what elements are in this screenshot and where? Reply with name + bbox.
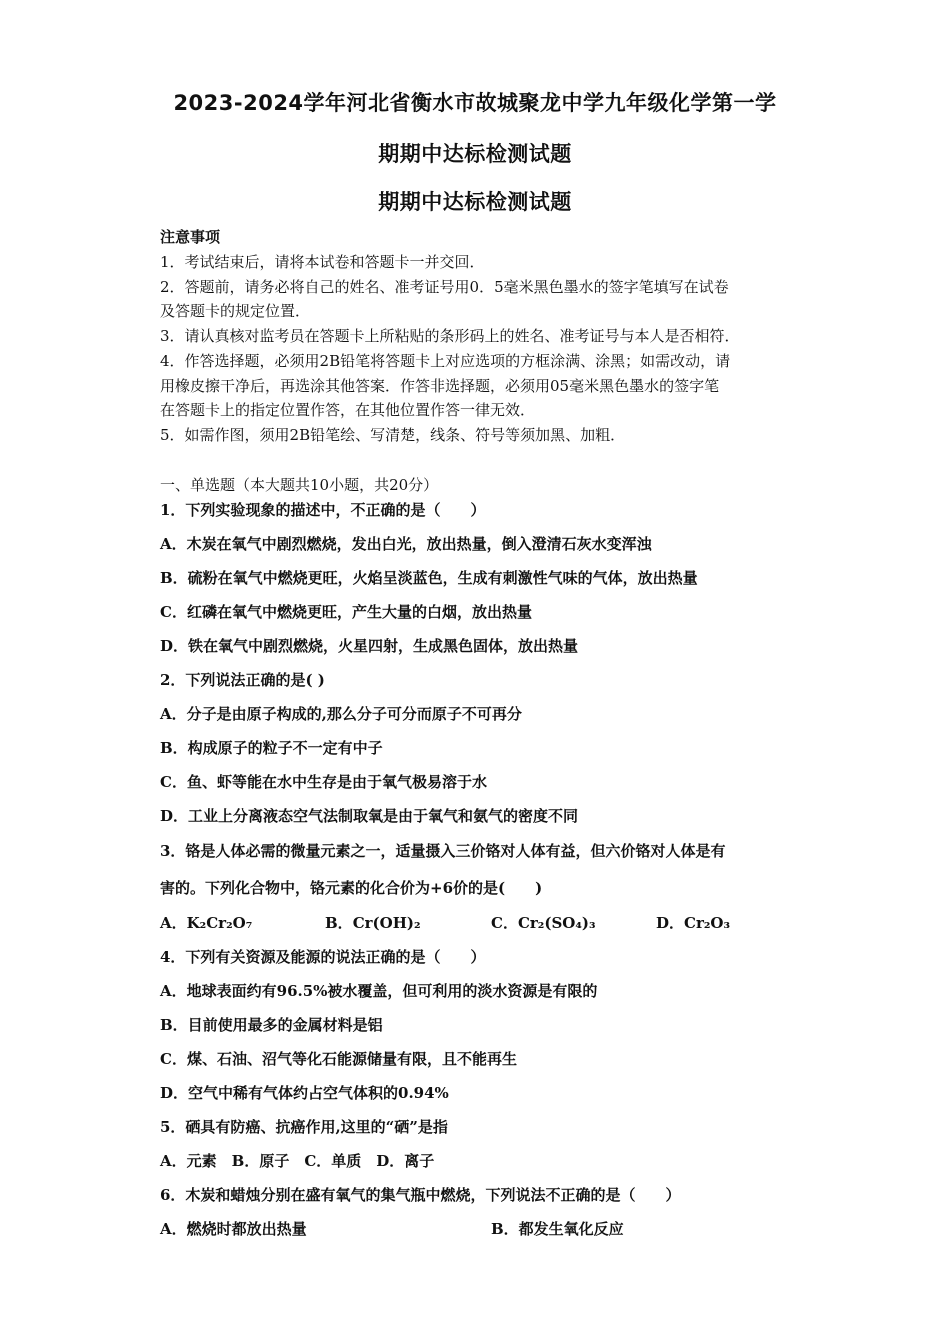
question-6-option-a: A．燃烧时都放出热量 <box>160 1220 307 1238</box>
question-4-option-d: D．空气中稀有气体约占空气体积的0.94% <box>160 1084 449 1102</box>
exam-title-line-1: 2023-2024学年河北省衡水市故城聚龙中学九年级化学第一学 <box>173 91 777 115</box>
formula: Cr₂(SO₄)₃ <box>517 914 596 932</box>
question-3-option-a <box>160 913 252 933</box>
question-3-stem-line-2: 害的。下列化合物中，铬元素的化合价为+6价的是( ) <box>160 879 543 897</box>
notice-item: 2．答题前，请务必将自己的姓名、准考证号用0．5毫米黑色墨水的签字笔填写在试卷 <box>160 278 729 296</box>
option-label: C． <box>491 914 518 932</box>
question-6-option-b: B．都发生氧化反应 <box>491 1220 624 1238</box>
notice-item: 在答题卡上的指定位置作答，在其他位置作答一律无效． <box>160 401 536 419</box>
option-label: D． <box>656 914 685 932</box>
notice-item: 及答题卡的规定位置． <box>160 302 311 320</box>
exam-title-line-2: 期期中达标检测试题 <box>378 142 572 166</box>
formula: Cr(OH)₂ <box>352 914 421 932</box>
question-1-stem: 1．下列实验现象的描述中，不正确的是（ ） <box>160 501 486 519</box>
question-3-stem-line-1: 3．铬是人体必需的微量元素之一，适量摄入三价铬对人体有益，但六价铬对人体是有 <box>160 842 726 860</box>
exam-title-line-3: 期期中达标检测试题 <box>378 190 572 214</box>
question-2-option-d: D．工业上分离液态空气法制取氧是由于氧气和氨气的密度不同 <box>160 807 579 825</box>
question-1-option-a: A．木炭在氧气中剧烈燃烧，发出白光，放出热量，倒入澄清石灰水变浑浊 <box>160 535 652 553</box>
question-1-option-d: D．铁在氧气中剧烈燃烧，火星四射，生成黑色固体，放出热量 <box>160 637 579 655</box>
question-4-stem: 4．下列有关资源及能源的说法正确的是（ ） <box>160 948 486 966</box>
question-5-options: A．元素 B．原子 C．单质 D．离子 <box>160 1152 435 1170</box>
question-3-option-b <box>325 913 421 933</box>
notice-item: 1．考试结束后，请将本试卷和答题卡一并交回． <box>160 253 485 271</box>
question-6-stem: 6．木炭和蜡烛分别在盛有氧气的集气瓶中燃烧，下列说法不正确的是（ ） <box>160 1186 681 1204</box>
section-heading: 一、单选题（本大题共10小题，共20分） <box>160 476 439 494</box>
question-4-option-b: B．目前使用最多的金属材料是铝 <box>160 1016 383 1034</box>
option-label: B． <box>325 914 353 932</box>
notice-item: 用橡皮擦干净后，再选涂其他答案．作答非选择题，必须用05毫米黑色墨水的签字笔 <box>160 377 720 395</box>
formula: K₂Cr₂O₇ <box>186 914 253 932</box>
question-4-option-c: C．煤、石油、沼气等化石能源储量有限，且不能再生 <box>160 1050 517 1068</box>
notice-heading: 注意事项 <box>160 228 221 246</box>
notice-item: 3．请认真核对监考员在答题卡上所粘贴的条形码上的姓名、准考证号与本人是否相符． <box>160 327 740 345</box>
question-1-option-c: C．红磷在氧气中燃烧更旺，产生大量的白烟，放出热量 <box>160 603 532 621</box>
question-3-option-c <box>491 913 596 933</box>
question-3-option-d <box>656 913 730 933</box>
question-4-option-a: A．地球表面约有96.5%被水覆盖，但可利用的淡水资源是有限的 <box>160 982 598 1000</box>
question-2-option-a: A．分子是由原子构成的,那么分子可分而原子不可再分 <box>160 705 522 723</box>
formula: Cr₂O₃ <box>684 914 731 932</box>
question-2-option-b: B．构成原子的粒子不一定有中子 <box>160 739 383 757</box>
question-2-stem: 2．下列说法正确的是( ) <box>160 671 325 689</box>
question-1-option-b: B．硫粉在氧气中燃烧更旺，火焰呈淡蓝色，生成有刺激性气味的气体，放出热量 <box>160 569 698 587</box>
notice-item: 5．如需作图，须用2B铅笔绘、写清楚，线条、符号等须加黑、加粗． <box>160 426 626 444</box>
question-5-stem: 5．硒具有防癌、抗癌作用,这里的“硒”是指 <box>160 1118 448 1136</box>
notice-item: 4．作答选择题，必须用2B铅笔将答题卡上对应选项的方框涂满、涂黑；如需改动，请 <box>160 352 731 370</box>
option-label: A． <box>160 914 187 932</box>
question-2-option-c: C．鱼、虾等能在水中生存是由于氧气极易溶于水 <box>160 773 487 791</box>
